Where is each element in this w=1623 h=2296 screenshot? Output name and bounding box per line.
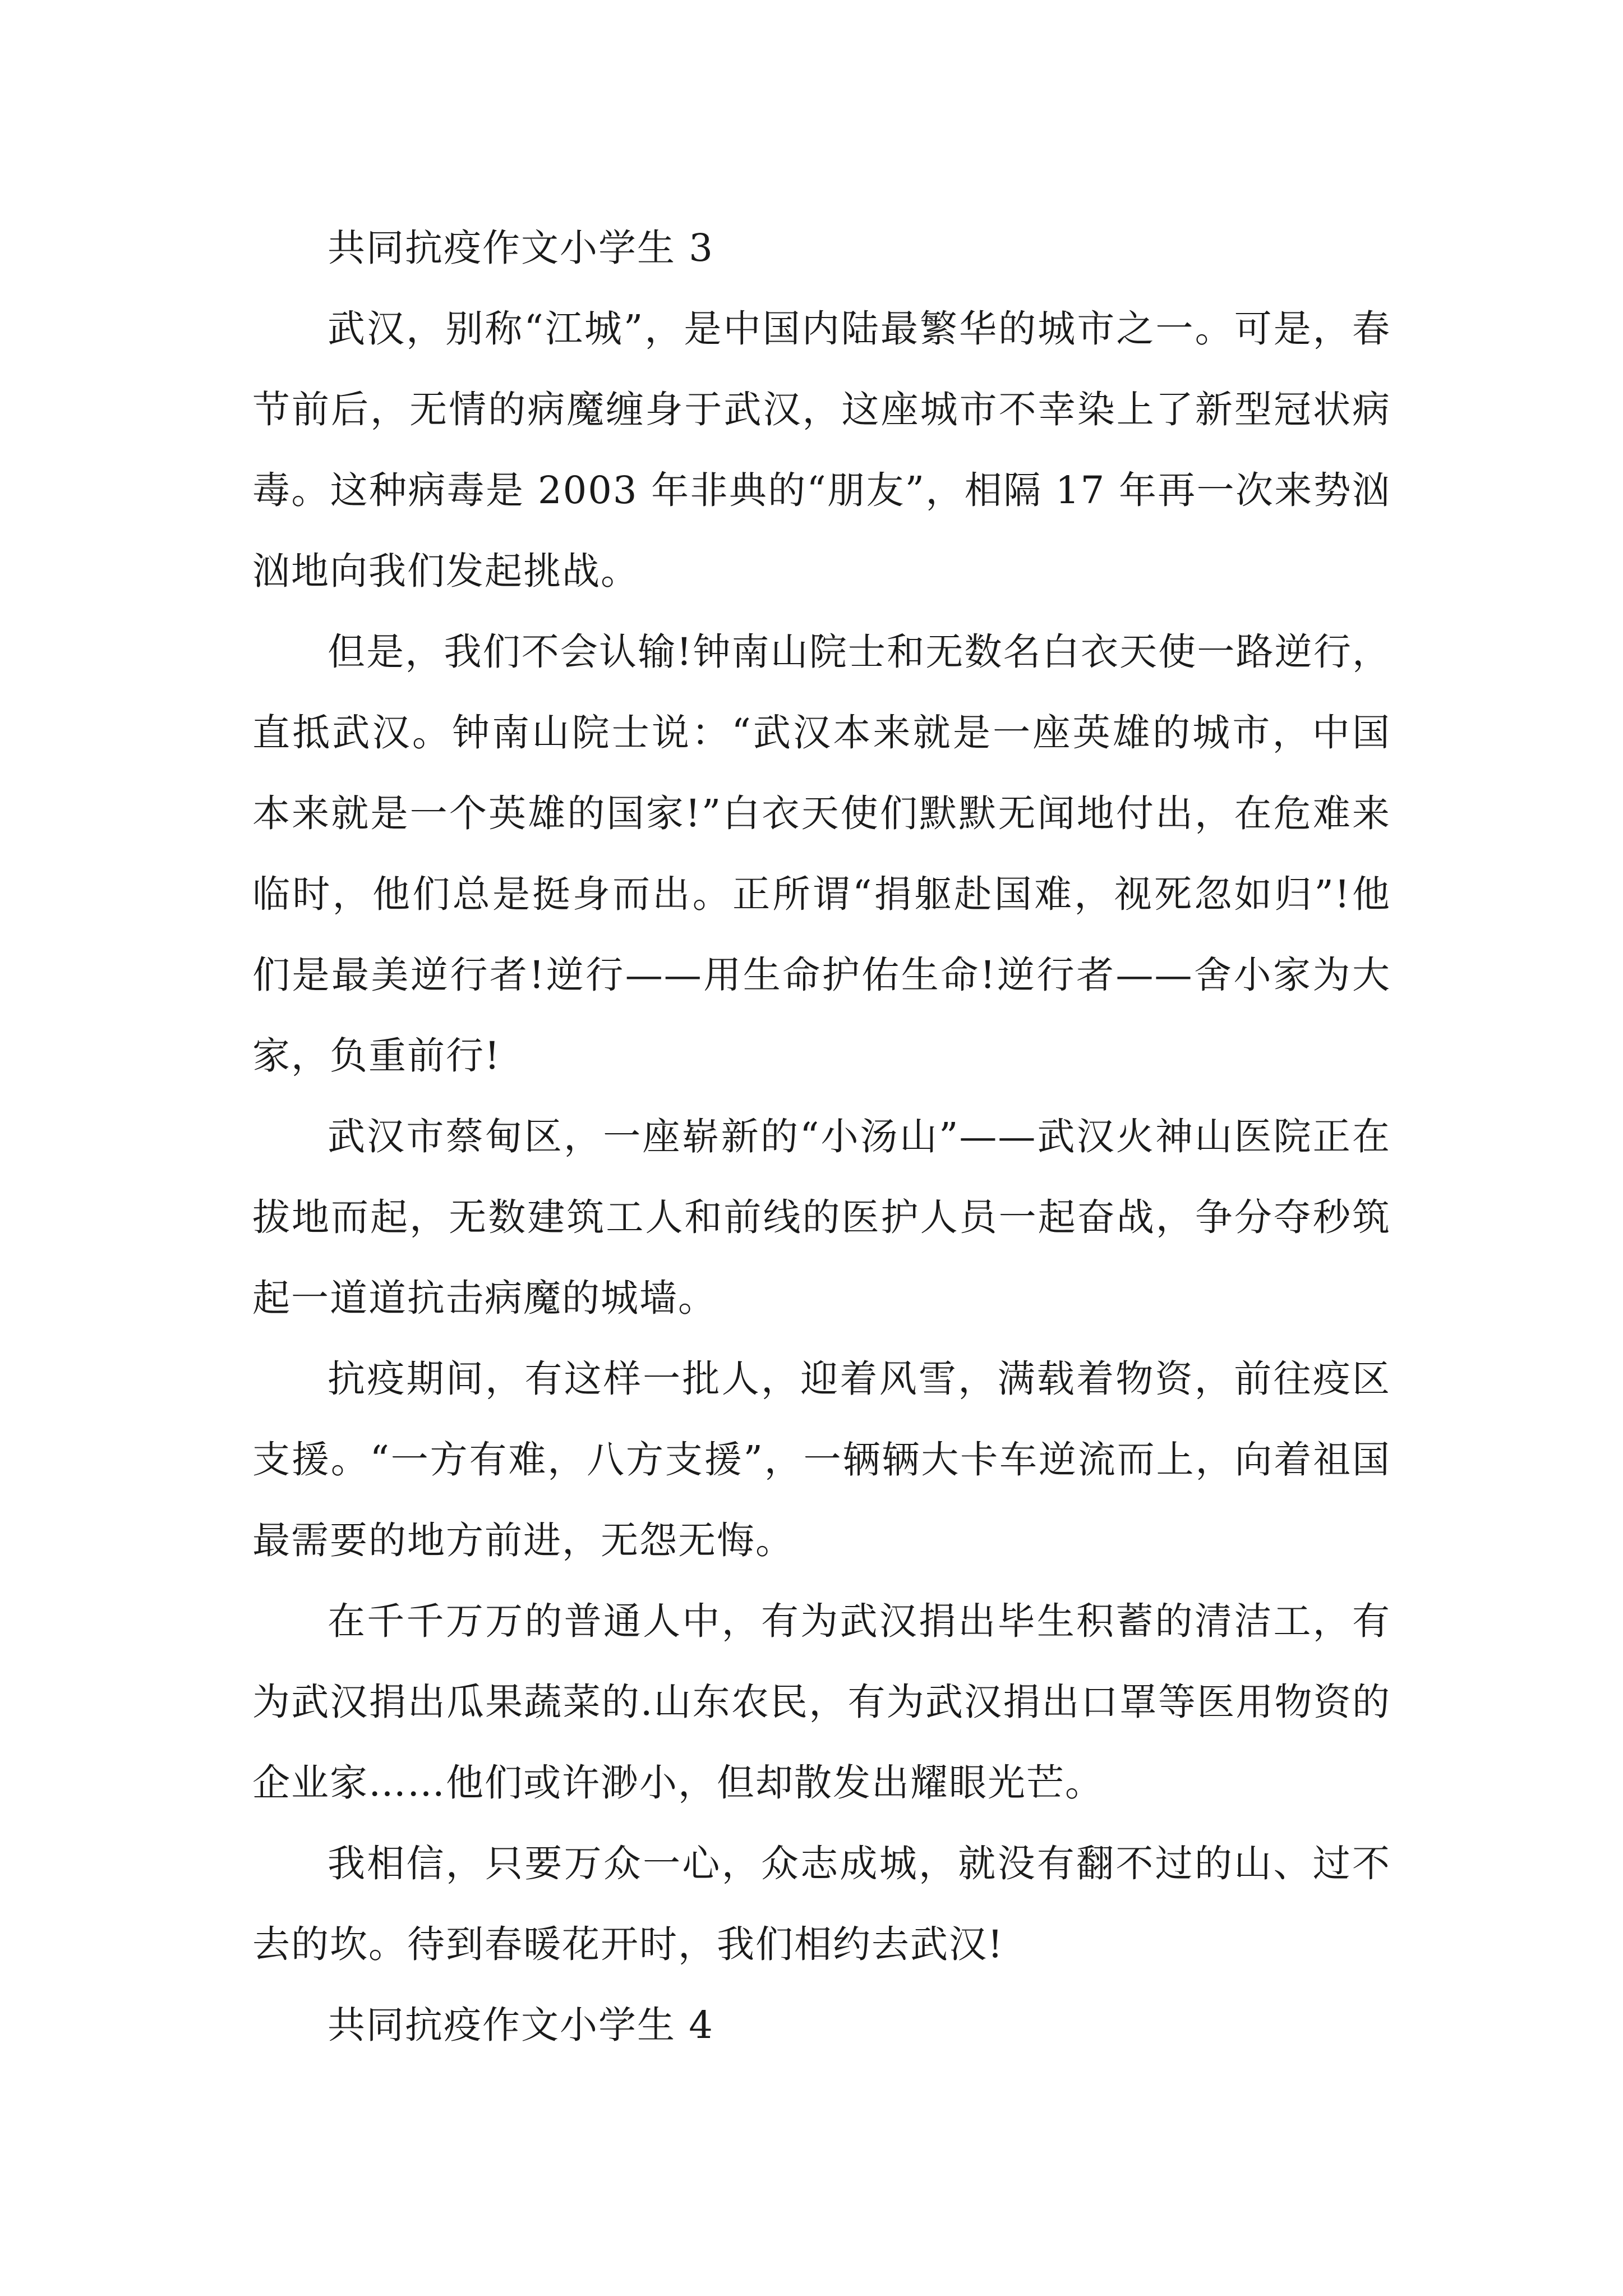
paragraph: 武汉市蔡甸区，一座崭新的“小汤山”——武汉火神山医院正在拔地而起，无数建筑工人和前线的医护人员一起奋战，争分夺秒筑起一道道抗击病魔的城墙。 (252, 1115, 1391, 1320)
paragraph: 我相信，只要万众一心，众志成城，就没有翻不过的山、过不去的坎。待到春暖花开时，我们相约去武汉! (252, 1842, 1391, 1966)
paragraph: 但是，我们不会认输!钟南山院士和无数名白衣天使一路逆行，直抵武汉。钟南山院士说：“武汉本来就是一座英雄的城市，中国本来就是一个英雄的国家!”白衣天使们默默无闻地付出，在危难来临时，他们总是挺身而出。正所谓“捐躯赴国难，视死忽如归”!他们是最美逆行者!逆行——用生命护佑生命!逆行者——舍小家为大家，负重前行! (252, 630, 1391, 1078)
document-body (252, 208, 1391, 2065)
section-heading: 共同抗疫作文小学生 4 (328, 2003, 714, 2047)
paragraph: 武汉，别称“江城”，是中国内陆最繁华的城市之一。可是，春节前后，无情的病魔缠身于武汉，这座城市不幸染上了新型冠状病毒。这种病毒是 2003 年非典的“朋友”，相隔 17 年再一次来势汹汹地向我们发起挑战。 (252, 307, 1391, 593)
paragraph: 在千千万万的普通人中，有为武汉捐出毕生积蓄的清洁工，有为武汉捐出瓜果蔬菜的.山东农民，有为武汉捐出口罩等医用物资的企业家……他们或许渺小，但却散发出耀眼光芒。 (252, 1599, 1391, 1805)
paragraph: 抗疫期间，有这样一批人，迎着风雪，满载着物资，前往疫区支援。“一方有难，八方支援”，一辆辆大卡车逆流而上，向着祖国最需要的地方前进，无怨无悔。 (252, 1357, 1391, 1562)
section-heading: 共同抗疫作文小学生 3 (328, 226, 714, 270)
